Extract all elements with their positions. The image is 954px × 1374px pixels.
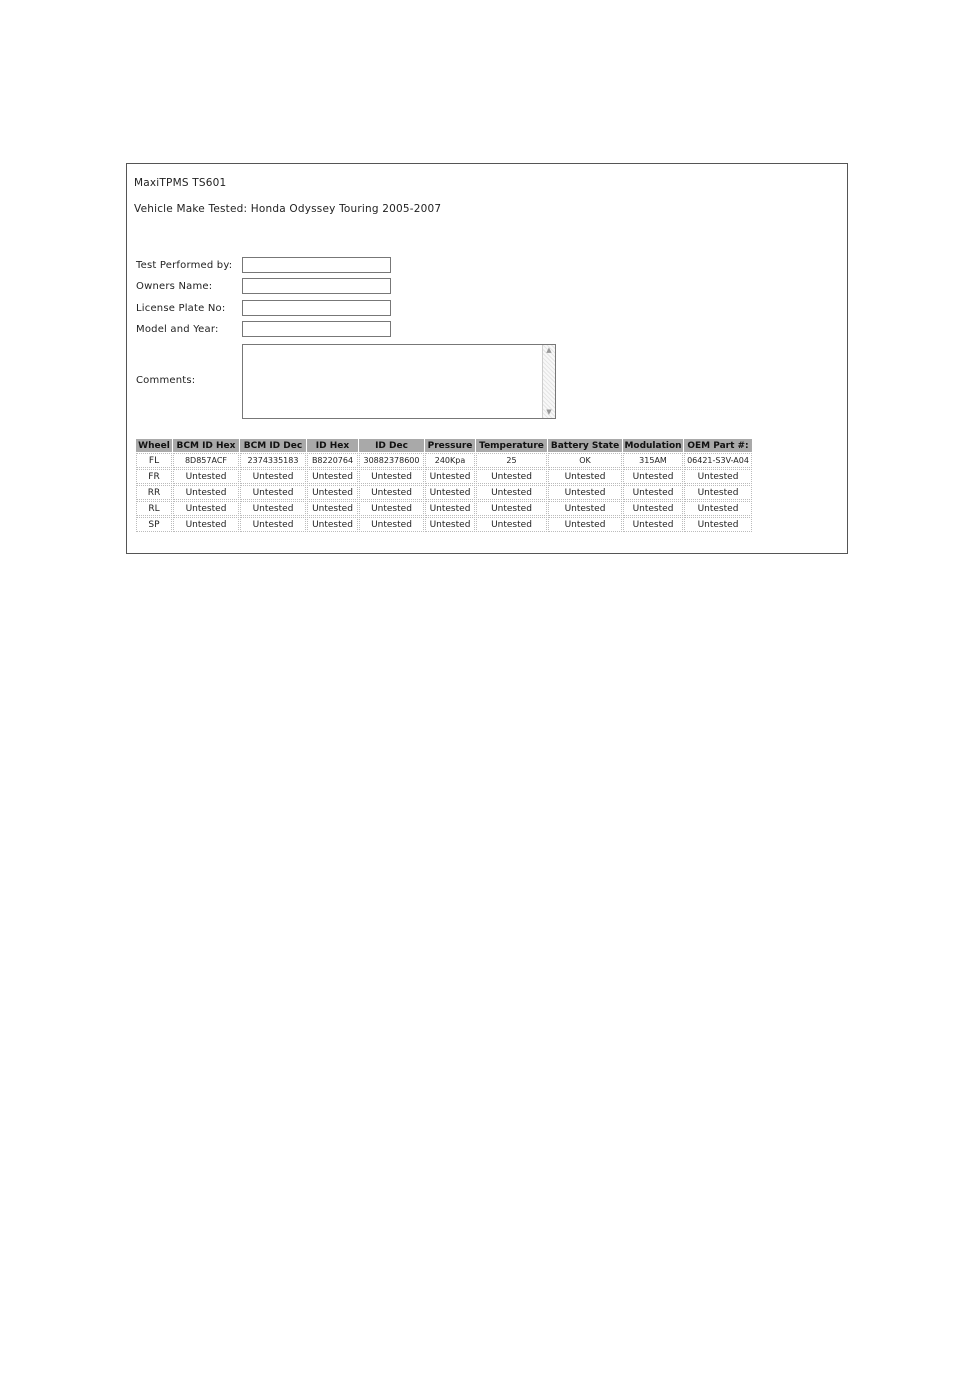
owners-name-label: Owners Name:: [136, 281, 213, 292]
cell-oem-part: Untested: [684, 517, 752, 532]
cell-wheel: SP: [136, 517, 172, 532]
cell-pressure: Untested: [425, 485, 475, 500]
model-year-label: Model and Year:: [136, 324, 219, 335]
table-row: [136, 501, 752, 516]
test-performed-by-input[interactable]: [242, 257, 391, 273]
cell-battery-state: Untested: [548, 485, 622, 500]
cell-bcm-id-hex: Untested: [173, 501, 239, 516]
table-row: [136, 485, 752, 500]
test-performed-by-label: Test Performed by:: [136, 260, 233, 271]
cell-id-dec: Untested: [359, 501, 424, 516]
table-row: [136, 453, 752, 468]
cell-pressure: Untested: [425, 469, 475, 484]
header-oem-part: OEM Part #:: [684, 439, 752, 452]
scroll-up-arrow-icon[interactable]: ▲: [546, 346, 552, 354]
header-bcm-id-dec: BCM ID Dec: [240, 439, 306, 452]
header-wheel: Wheel: [136, 439, 172, 452]
cell-bcm-id-hex: Untested: [173, 469, 239, 484]
cell-wheel: RR: [136, 485, 172, 500]
cell-oem-part: Untested: [684, 501, 752, 516]
comments-field: [242, 344, 556, 419]
cell-temperature: Untested: [476, 469, 547, 484]
cell-id-hex: Untested: [307, 517, 358, 532]
cell-bcm-id-dec: Untested: [240, 517, 306, 532]
header-bcm-id-hex: BCM ID Hex: [173, 439, 239, 452]
cell-id-hex: Untested: [307, 469, 358, 484]
cell-id-dec: Untested: [359, 485, 424, 500]
cell-bcm-id-dec: Untested: [240, 501, 306, 516]
cell-wheel: FR: [136, 469, 172, 484]
sensor-results-table: [135, 438, 753, 533]
cell-wheel: FL: [136, 453, 172, 468]
cell-pressure: 240Kpa: [425, 453, 475, 468]
cell-bcm-id-hex: Untested: [173, 517, 239, 532]
cell-oem-part: Untested: [684, 469, 752, 484]
cell-bcm-id-dec: 2374335183: [240, 453, 306, 468]
app-title: MaxiTPMS TS601: [134, 177, 227, 189]
vehicle-make-tested: Vehicle Make Tested: Honda Odyssey Touring 2005-2007: [134, 203, 442, 215]
cell-id-hex: Untested: [307, 501, 358, 516]
cell-pressure: Untested: [425, 517, 475, 532]
cell-bcm-id-dec: Untested: [240, 469, 306, 484]
license-plate-label: License Plate No:: [136, 303, 226, 314]
cell-id-dec: Untested: [359, 469, 424, 484]
header-battery-state: Battery State: [548, 439, 622, 452]
tpms-report: [126, 163, 848, 554]
owners-name-input[interactable]: [242, 278, 391, 294]
cell-bcm-id-hex: Untested: [173, 485, 239, 500]
cell-temperature: Untested: [476, 517, 547, 532]
cell-temperature: Untested: [476, 501, 547, 516]
header-modulation: Modulation: [624, 440, 682, 451]
cell-temperature: 25: [476, 453, 547, 468]
cell-bcm-id-dec: Untested: [240, 485, 306, 500]
cell-battery-state: Untested: [548, 501, 622, 516]
cell-modulation: Untested: [623, 501, 683, 516]
table-header-row: [136, 439, 752, 452]
header-temperature: Temperature: [476, 439, 547, 452]
cell-id-hex: Untested: [307, 485, 358, 500]
cell-modulation: Untested: [623, 517, 683, 532]
table-row: [136, 469, 752, 484]
comments-label: Comments:: [136, 375, 196, 386]
cell-modulation: Untested: [623, 469, 683, 484]
cell-id-dec: 30882378600: [359, 453, 424, 468]
header-pressure: Pressure: [425, 439, 475, 452]
cell-bcm-id-hex: 8D857ACF: [173, 453, 239, 468]
cell-battery-state: Untested: [548, 517, 622, 532]
cell-battery-state: OK: [548, 453, 622, 468]
cell-oem-part: Untested: [684, 485, 752, 500]
cell-id-dec: Untested: [359, 517, 424, 532]
scroll-down-arrow-icon[interactable]: ▼: [546, 408, 552, 416]
license-plate-input[interactable]: [242, 300, 391, 316]
comments-textarea[interactable]: [243, 345, 542, 418]
header-id-hex: ID Hex: [307, 439, 358, 452]
cell-modulation: Untested: [623, 485, 683, 500]
cell-temperature: Untested: [476, 485, 547, 500]
cell-id-hex: B8220764: [307, 453, 358, 468]
header-id-dec: ID Dec: [359, 439, 424, 452]
cell-pressure: Untested: [425, 501, 475, 516]
cell-wheel: RL: [136, 501, 172, 516]
cell-modulation: 315AM: [623, 453, 683, 468]
comments-scrollbar[interactable]: [542, 345, 555, 418]
model-year-input[interactable]: [242, 321, 391, 337]
table-row: [136, 517, 752, 532]
cell-oem-part: 06421-S3V-A04: [684, 453, 752, 468]
cell-battery-state: Untested: [548, 469, 622, 484]
